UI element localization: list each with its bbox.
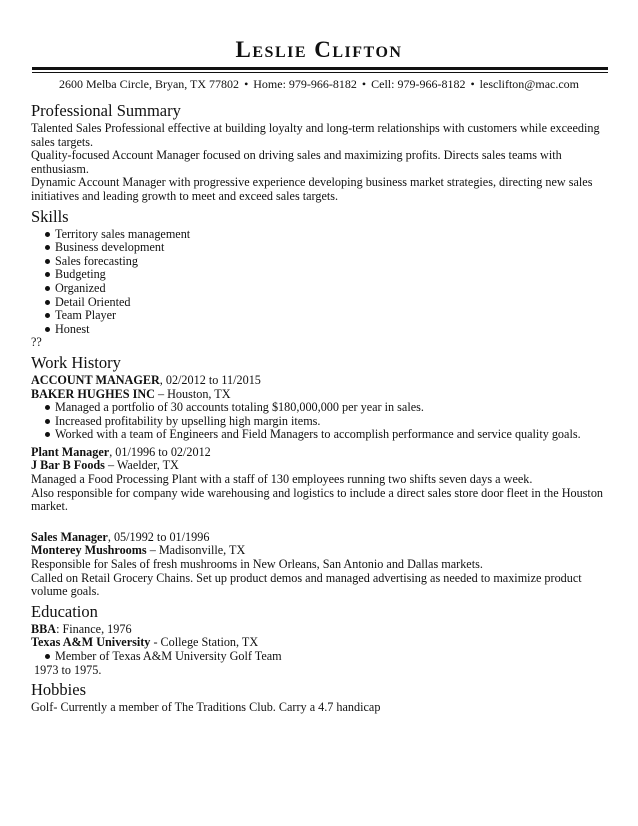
contact-email[interactable]: lesclifton@mac.com [479, 77, 580, 91]
job-description: Managed a Food Processing Plant with a staff of 130 employees running two shifts seven days a week. [31, 472, 533, 487]
skills-list [31, 228, 609, 337]
section-heading-hobbies: Hobbies [31, 680, 86, 700]
education-school-line [31, 636, 609, 650]
contact-address: 2600 Melba Circle, Bryan, TX 77802 [58, 77, 240, 91]
section-work-history [31, 353, 609, 599]
header-rule-thick [32, 67, 608, 70]
job-title: ACCOUNT MANAGER [31, 372, 160, 387]
job-entry-plant-manager [31, 446, 609, 514]
job-title: Sales Manager [31, 529, 108, 544]
skills-trailing-text: ?? [31, 335, 42, 350]
contact-line [0, 77, 638, 91]
job-location: – Waelder, TX [104, 458, 179, 473]
section-heading-work: Work History [31, 352, 121, 372]
contact-cell-phone: Cell: 979-966-8182 [371, 77, 466, 91]
job-bullet: Worked with a team of Engineers and Field Managers to accomplish performance and service quality goals. [55, 428, 609, 442]
summary-paragraph: Quality-focused Account Manager focused on driving sales and maximizing profits. Directs sales teams with enthusiasm. [31, 148, 562, 176]
contact-home-phone: Home: 979-966-8182 [253, 77, 357, 91]
skill-item: Detail Oriented [55, 296, 609, 310]
education-degree-line [31, 623, 609, 637]
job-company-line [31, 388, 609, 402]
summary-paragraph: Talented Sales Professional effective at building loyalty and long-term relationships with customers while exceeding sales targets. [31, 121, 600, 149]
job-title-line [31, 446, 609, 460]
skill-item: Territory sales management [55, 228, 609, 242]
job-company-line [31, 459, 609, 473]
education-location: - College Station, TX [150, 635, 259, 650]
section-heading-summary: Professional Summary [31, 101, 181, 120]
job-title-line [31, 531, 609, 545]
job-company: Monterey Mushrooms [31, 543, 147, 558]
job-description: Responsible for Sales of fresh mushrooms in New Orleans, San Antonio and Dallas markets. [31, 557, 483, 572]
contact-separator: • [470, 77, 475, 91]
job-description: Called on Retail Grocery Chains. Set up product demos and managed advertising as needed to maximize product volume goals. [31, 570, 582, 599]
job-title-line [31, 374, 609, 388]
job-bullet: Increased profitability by upselling high margin items. [55, 415, 609, 429]
section-professional-summary [31, 101, 609, 204]
job-entry-sales-manager [31, 531, 609, 599]
job-company: BAKER HUGHES INC [31, 386, 155, 401]
job-entry-account-manager [31, 374, 609, 442]
candidate-name: Leslie Clifton [235, 37, 403, 62]
skill-item: Business development [55, 241, 609, 255]
section-skills [31, 207, 609, 350]
education-bullet: Member of Texas A&M University Golf Team [55, 650, 609, 664]
skill-item: Team Player [55, 309, 609, 323]
section-heading-education: Education [31, 601, 98, 621]
skill-item: Organized [55, 282, 609, 296]
education-bullets [31, 650, 609, 664]
job-bullets [31, 401, 609, 442]
education-field: : Finance, 1976 [56, 621, 132, 636]
education-degree: BBA [31, 621, 57, 636]
resume-content [31, 98, 609, 715]
education-note: 1973 to 1975. [31, 662, 102, 677]
section-hobbies [31, 680, 609, 715]
job-company: J Bar B Foods [31, 458, 105, 473]
job-location: – Madisonville, TX [146, 543, 246, 558]
summary-paragraph: Dynamic Account Manager with progressive experience developing business market strategies, directing new sales initiatives and leading growth to meet and exceed sales targets. [31, 175, 593, 203]
job-location: – Houston, TX [154, 386, 231, 401]
section-heading-skills: Skills [31, 206, 69, 226]
section-education [31, 602, 609, 677]
job-bullet: Managed a portfolio of 30 accounts totaling $180,000,000 per year in sales. [55, 401, 609, 415]
contact-separator: • [361, 77, 367, 91]
header-rule-thin [32, 72, 608, 73]
job-company-line [31, 544, 609, 558]
job-dates: , 02/2012 to 11/2015 [159, 372, 261, 387]
job-dates: , 01/1996 to 02/2012 [109, 444, 211, 459]
job-dates: , 05/1992 to 01/1996 [107, 529, 210, 544]
spacer [31, 514, 609, 527]
job-title: Plant Manager [31, 444, 110, 459]
skill-item: Sales forecasting [55, 255, 609, 269]
skill-item: Honest [55, 323, 609, 337]
contact-separator: • [244, 77, 249, 91]
job-description: Also responsible for company wide warehousing and logistics to include a direct sales store door fleet in the Houston market. [31, 485, 604, 514]
hobbies-text: Golf- Currently a member of The Traditions Club. Carry a 4.7 handicap [31, 700, 381, 715]
skill-item: Budgeting [55, 268, 609, 282]
education-school: Texas A&M University [31, 635, 151, 650]
